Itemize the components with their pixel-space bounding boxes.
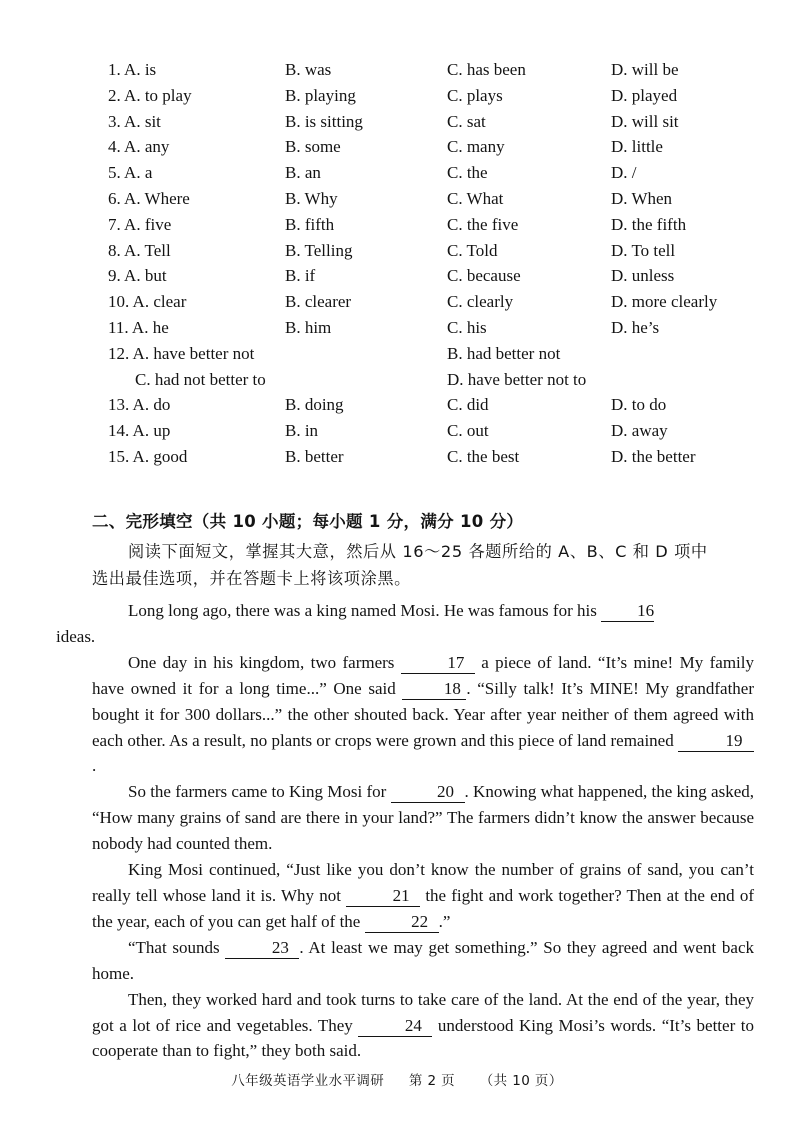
text: understood King Mosi’s words. “It’s better to cooperate than to fight,” they both said. bbox=[92, 1015, 754, 1061]
option-row bbox=[108, 109, 768, 135]
text: .” bbox=[438, 911, 451, 931]
paragraph-1 bbox=[56, 598, 754, 650]
option-choice[interactable]: 10. A. clear bbox=[108, 292, 187, 312]
option-row bbox=[108, 238, 768, 264]
text: a piece of land. “It’s mine! My family have owned it for a long time...” One said bbox=[92, 652, 755, 698]
text: . “Silly talk! It’s MINE! My grandfather bought it for 300 dollars...” the other shouted back. Year after year neither of them agreed with each other. As a result, no plants or crops were grown and this piece of land remained bbox=[92, 678, 754, 750]
blank-19[interactable]: 19 bbox=[678, 731, 754, 752]
text: “That sounds bbox=[128, 937, 226, 957]
option-choice[interactable]: 9. A. but bbox=[108, 266, 167, 286]
option-row bbox=[108, 315, 768, 341]
option-row bbox=[108, 289, 768, 315]
option-choice[interactable]: 7. A. five bbox=[108, 214, 172, 234]
option-choice[interactable]: C. clearly bbox=[447, 292, 514, 312]
exam-name: 八年级英语学业水平调研 bbox=[231, 1073, 385, 1089]
section-instructions bbox=[92, 538, 754, 592]
text: . Knowing what happened, the king asked, “How many grains of sand are there in your land?” The farmers didn’t know the answer because nobody had counted them. bbox=[92, 782, 754, 854]
option-choice[interactable]: B. had better not bbox=[447, 343, 561, 363]
option-row bbox=[108, 57, 768, 83]
option-choice[interactable]: D. little bbox=[611, 137, 663, 157]
blank-22[interactable]: 22 bbox=[365, 912, 439, 933]
option-choice[interactable]: B. Why bbox=[285, 188, 338, 208]
option-choice[interactable]: 1. A. is bbox=[108, 60, 157, 79]
option-choice[interactable]: D. will be bbox=[611, 60, 679, 79]
option-choice[interactable]: D. to do bbox=[611, 395, 667, 415]
blank-16[interactable]: 16 bbox=[601, 601, 654, 622]
option-row bbox=[108, 83, 768, 109]
section-title: 二、完形填空（共 10 小题；每小题 1 分，满分 10 分） bbox=[92, 512, 524, 531]
option-choice[interactable]: D. To tell bbox=[611, 240, 676, 260]
blank-21[interactable]: 21 bbox=[346, 886, 420, 907]
option-choice[interactable]: B. fifth bbox=[285, 214, 335, 234]
option-choice[interactable]: C. many bbox=[447, 137, 505, 157]
page-total: （共 10 页） bbox=[479, 1073, 563, 1089]
option-choice[interactable]: B. if bbox=[285, 266, 316, 286]
option-choice[interactable]: 5. A. a bbox=[108, 163, 153, 183]
text: ideas. bbox=[56, 626, 96, 646]
option-choice[interactable]: B. better bbox=[285, 446, 344, 466]
option-choice[interactable]: C. the best bbox=[447, 446, 520, 466]
option-choice[interactable]: 4. A. any bbox=[108, 137, 170, 157]
text: the fight and work together? Then at the end of the year, each of you can get half of the bbox=[92, 885, 754, 931]
option-choice[interactable]: B. an bbox=[285, 163, 321, 183]
option-choice[interactable]: D. the better bbox=[611, 446, 696, 466]
option-choice[interactable]: B. Telling bbox=[285, 240, 353, 260]
option-choice[interactable]: D. he’s bbox=[611, 317, 660, 337]
option-choice[interactable]: C. the bbox=[447, 163, 488, 183]
option-choice[interactable]: 3. A. sit bbox=[108, 111, 161, 131]
option-row bbox=[108, 160, 768, 186]
page-number: 第 2 页 bbox=[408, 1073, 456, 1089]
option-choice[interactable]: C. What bbox=[447, 188, 504, 208]
option-choice[interactable]: D. / bbox=[611, 163, 637, 183]
option-choice[interactable]: B. clearer bbox=[285, 292, 352, 312]
cloze-passage bbox=[56, 598, 755, 1064]
option-choice[interactable]: 11. A. he bbox=[108, 317, 169, 337]
paragraph-3 bbox=[92, 779, 754, 857]
option-choice[interactable]: 6. A. Where bbox=[108, 188, 190, 208]
option-choice[interactable]: C. plays bbox=[447, 85, 503, 105]
option-choice[interactable]: B. was bbox=[285, 60, 332, 79]
blank-17[interactable]: 17 bbox=[401, 653, 475, 674]
text: King Mosi continued, “Just like you don’t know the number of grains of sand, you can’t really tell whose land it is. Why not bbox=[92, 860, 754, 905]
option-choice[interactable]: C. out bbox=[447, 421, 489, 441]
option-row bbox=[108, 418, 768, 444]
option-row bbox=[108, 186, 768, 212]
option-choice[interactable]: D. played bbox=[611, 85, 678, 105]
option-row bbox=[108, 263, 768, 289]
option-choice[interactable]: D. will sit bbox=[611, 111, 679, 131]
text: . bbox=[92, 756, 97, 776]
option-choice[interactable]: C. Told bbox=[447, 240, 498, 260]
option-choice[interactable]: C. has been bbox=[447, 60, 526, 79]
instruction-line-1: 阅读下面短文，掌握其大意，然后从 16～25 各题所给的 A、B、C 和 D 项中 bbox=[128, 542, 708, 561]
option-row bbox=[108, 367, 768, 393]
text: . At least we may get something.” So they agreed and went back home. bbox=[92, 937, 755, 983]
option-choice[interactable]: D. more clearly bbox=[611, 292, 718, 312]
blank-24[interactable]: 24 bbox=[358, 1016, 432, 1037]
option-choice[interactable]: C. sat bbox=[447, 111, 486, 131]
text: So the farmers came to King Mosi for bbox=[128, 782, 391, 802]
option-choice[interactable]: B. in bbox=[285, 421, 319, 441]
option-row bbox=[108, 392, 768, 418]
option-choice[interactable]: C. his bbox=[447, 317, 487, 337]
paragraph-5 bbox=[92, 935, 754, 987]
option-choice[interactable]: 12. A. have better not bbox=[108, 343, 255, 363]
option-row bbox=[108, 134, 768, 160]
option-choice[interactable]: 15. A. good bbox=[108, 446, 188, 466]
option-choice[interactable]: 13. A. do bbox=[108, 395, 171, 415]
option-choice[interactable]: B. is sitting bbox=[285, 111, 363, 131]
text: One day in his kingdom, two farmers bbox=[128, 652, 401, 672]
option-row bbox=[108, 341, 768, 367]
blank-20[interactable]: 20 bbox=[391, 782, 465, 803]
option-row bbox=[108, 212, 768, 238]
option-choice[interactable]: 14. A. up bbox=[108, 421, 171, 441]
option-choice[interactable]: C. because bbox=[447, 266, 521, 286]
option-choice[interactable]: D. the fifth bbox=[611, 214, 687, 234]
option-choice[interactable]: B. some bbox=[285, 137, 341, 157]
page-footer bbox=[0, 1069, 794, 1089]
text: Long long ago, there was a king named Mosi. He was famous for his bbox=[128, 601, 602, 620]
option-choice[interactable]: C. the five bbox=[447, 214, 519, 234]
option-choice[interactable]: 2. A. to play bbox=[108, 85, 192, 105]
option-choice[interactable]: C. did bbox=[447, 395, 489, 415]
option-choice[interactable]: B. playing bbox=[285, 85, 356, 105]
paragraph-4 bbox=[92, 857, 754, 935]
option-choice[interactable]: D. unless bbox=[611, 266, 675, 286]
option-choice[interactable]: B. him bbox=[285, 317, 332, 337]
text: Then, they worked hard and took turns to take care of the land. At the end of the year, they got a lot of rice and vegetables. They bbox=[92, 989, 754, 1035]
option-choice[interactable]: D. have better not to bbox=[447, 369, 587, 389]
blank-23[interactable]: 23 bbox=[225, 938, 299, 959]
paragraph-2 bbox=[92, 650, 754, 780]
blank-18[interactable]: 18 bbox=[402, 679, 466, 700]
option-choice[interactable]: C. had not better to bbox=[135, 369, 266, 389]
option-choice[interactable]: D. When bbox=[611, 188, 673, 208]
option-row bbox=[108, 444, 768, 470]
instruction-line-2: 选出最佳选项，并在答题卡上将该项涂黑。 bbox=[92, 569, 411, 588]
paragraph-6 bbox=[92, 987, 754, 1065]
answer-options-table bbox=[108, 57, 768, 470]
option-choice[interactable]: 8. A. Tell bbox=[108, 240, 171, 260]
option-choice[interactable]: D. away bbox=[611, 421, 668, 441]
option-choice[interactable]: B. doing bbox=[285, 395, 344, 415]
